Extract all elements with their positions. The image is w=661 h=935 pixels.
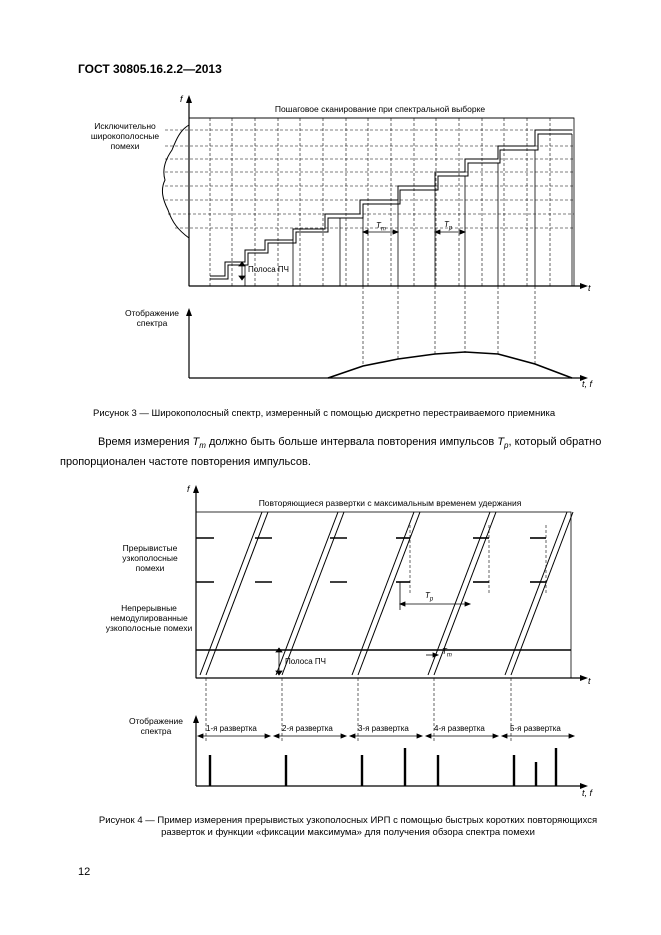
fig4-tm-label: $T_m$: [442, 647, 452, 659]
figure-4-caption: Рисунок 4 — Пример измерения прерывистых узкополосных ИРП с помощью быстрых коротких повторяющихся разверток и функции «фиксации максимума» для получения обзора спектра помехи: [98, 815, 598, 838]
fig4-f-label: f: [187, 484, 190, 494]
fig4-tf-label: t, f: [582, 788, 593, 798]
figure-3: [0, 0, 661, 400]
fig4-display-peaks: [210, 748, 556, 786]
broadband-curve: [162, 125, 189, 238]
fig3-tm-label: $T_m$: [376, 221, 386, 233]
continuous-label: Непрерывные немодулированные узкополосные помехи: [105, 603, 193, 633]
fig3-step-tails: [245, 134, 572, 286]
fig4-display-label: Отображение спектра: [128, 716, 184, 736]
fig3-tf-label: t, f: [582, 379, 593, 389]
fig4-intermittent-marks: [196, 538, 546, 582]
fig3-spectrum-curve: [328, 352, 572, 378]
body-paragraph: Время измерения $T_m$ должно быть больше интервала повторения импульсов $T_p$, который обратно пропорционален частоте повторения импульсов.: [60, 436, 602, 469]
fig3-hgrid: [165, 130, 574, 228]
fig3-f-arrow: [186, 95, 192, 103]
page-number: 12: [78, 866, 91, 878]
fig3-staircase: [210, 130, 572, 279]
fig4-top-title: Повторяющиеся развертки с максимальным временем удержания: [258, 498, 522, 508]
fig3-top-title: Пошаговое сканирование при спектральной выборке: [274, 104, 486, 114]
fig3-tp-label: $T_p$: [444, 220, 453, 232]
figure-3-caption: Рисунок 3 — Широкополосный спектр, измеренный с помощью дискретно перестраиваемого приемника: [93, 408, 556, 419]
figure-3-graphic: [0, 0, 661, 400]
sweep-label-1: 1-я развертка: [206, 724, 257, 733]
figure-4-graphic: [0, 470, 661, 820]
fig3-display-label: Отображение спектра: [124, 308, 180, 328]
intermittent-label: Прерывистые узкополосные помехи: [122, 543, 178, 573]
fig4-if-band-label: Полоса ПЧ: [285, 657, 326, 666]
figure-4: [0, 470, 661, 820]
fig3-display-dashes: [363, 286, 535, 366]
fig4-t-label: t: [588, 676, 591, 686]
sweep-label-3: 3-я развертка: [358, 724, 409, 733]
fig4-sweep-ranges: [198, 734, 574, 738]
fig3-frame: [189, 118, 574, 286]
broadband-label: Исключительно широкополосные помехи: [90, 121, 160, 151]
sweep-label-4: 4-я развертка: [434, 724, 485, 733]
fig3-f-label: f: [180, 94, 183, 104]
fig4-tp-label: $T_p$: [425, 591, 434, 603]
fig3-if-band-label: Полоса ПЧ: [248, 265, 289, 274]
fig3-t-label: t: [588, 283, 591, 293]
fig3-t-arrow: [580, 283, 588, 289]
document-header: ГОСТ 30805.16.2.2—2013: [78, 62, 222, 76]
sweep-label-5: 5-я развертка: [510, 724, 561, 733]
fig3-vgrid: [210, 118, 550, 286]
sweep-label-2: 2-я развертка: [282, 724, 333, 733]
